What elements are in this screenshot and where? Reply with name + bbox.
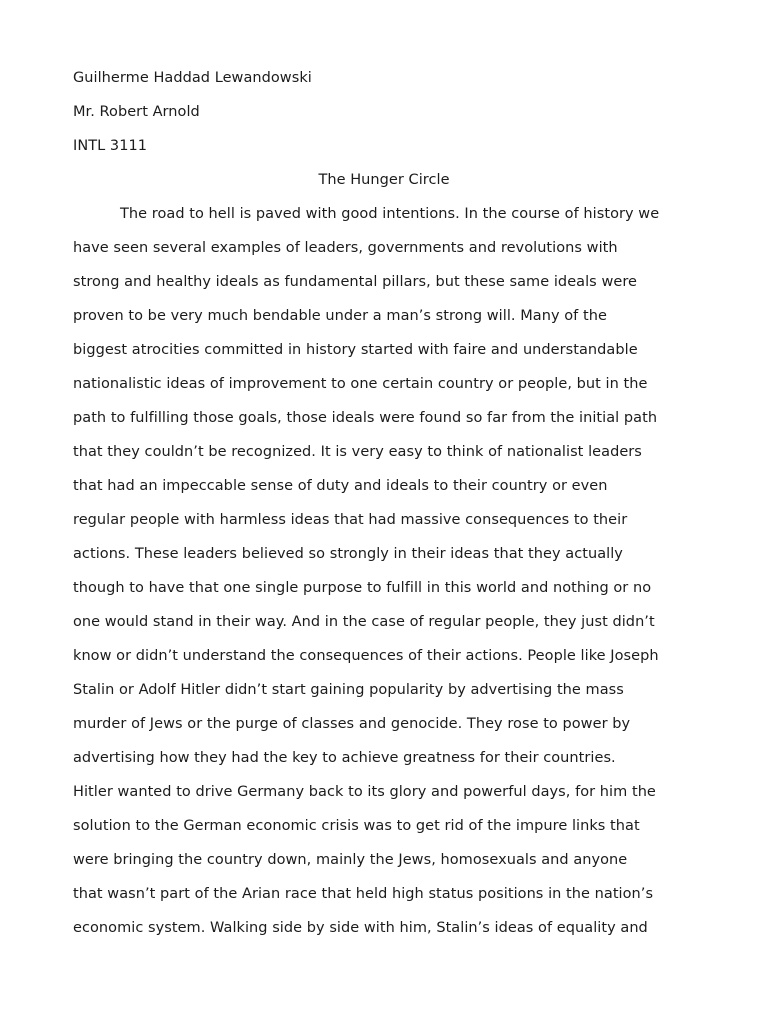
body-line: one would stand in their way. And in the case of regular people, they just didn’t xyxy=(73,614,655,630)
body-line: economic system. Walking side by side with him, Stalin’s ideas of equality and xyxy=(73,920,648,936)
body-line: nationalistic ideas of improvement to one certain country or people, but in the xyxy=(73,376,648,392)
essay-title: The Hunger Circle xyxy=(318,172,450,188)
body-line: Hitler wanted to drive Germany back to its glory and powerful days, for him the xyxy=(73,784,656,800)
body-line: have seen several examples of leaders, governments and revolutions with xyxy=(73,240,618,256)
body-line: that had an impeccable sense of duty and ideals to their country or even xyxy=(73,478,608,494)
body-line: that wasn’t part of the Arian race that held high status positions in the nation’s xyxy=(73,886,654,902)
body-line: know or didn’t understand the consequences of their actions. People like Joseph xyxy=(73,648,659,664)
body-line: proven to be very much bendable under a man’s strong will. Many of the xyxy=(73,308,607,324)
body-line: advertising how they had the key to achieve greatness for their countries. xyxy=(73,750,616,766)
body-line: solution to the German economic crisis was to get rid of the impure links that xyxy=(73,818,640,834)
body-line: strong and healthy ideals as fundamental pillars, but these same ideals were xyxy=(73,274,637,290)
instructor-name: Mr. Robert Arnold xyxy=(73,104,200,120)
body-line: actions. These leaders believed so strongly in their ideas that they actually xyxy=(73,546,623,562)
body-line: path to fulfilling those goals, those ideals were found so far from the initial path xyxy=(73,410,658,426)
body-line: that they couldn’t be recognized. It is very easy to think of nationalist leaders xyxy=(73,444,642,460)
body-line: Stalin or Adolf Hitler didn’t start gaining popularity by advertising the mass xyxy=(73,682,624,698)
body-line: regular people with harmless ideas that had massive consequences to their xyxy=(73,512,628,528)
author-name: Guilherme Haddad Lewandowski xyxy=(73,70,312,86)
body-line: murder of Jews or the purge of classes and genocide. They rose to power by xyxy=(73,716,631,732)
body-line: biggest atrocities committed in history started with faire and understandable xyxy=(73,342,638,358)
body-line: though to have that one single purpose to fulfill in this world and nothing or no xyxy=(73,580,652,596)
course-code: INTL 3111 xyxy=(73,138,148,154)
body-line: were bringing the country down, mainly the Jews, homosexuals and anyone xyxy=(73,852,628,868)
body-line: The road to hell is paved with good intentions. In the course of history we xyxy=(120,206,660,222)
